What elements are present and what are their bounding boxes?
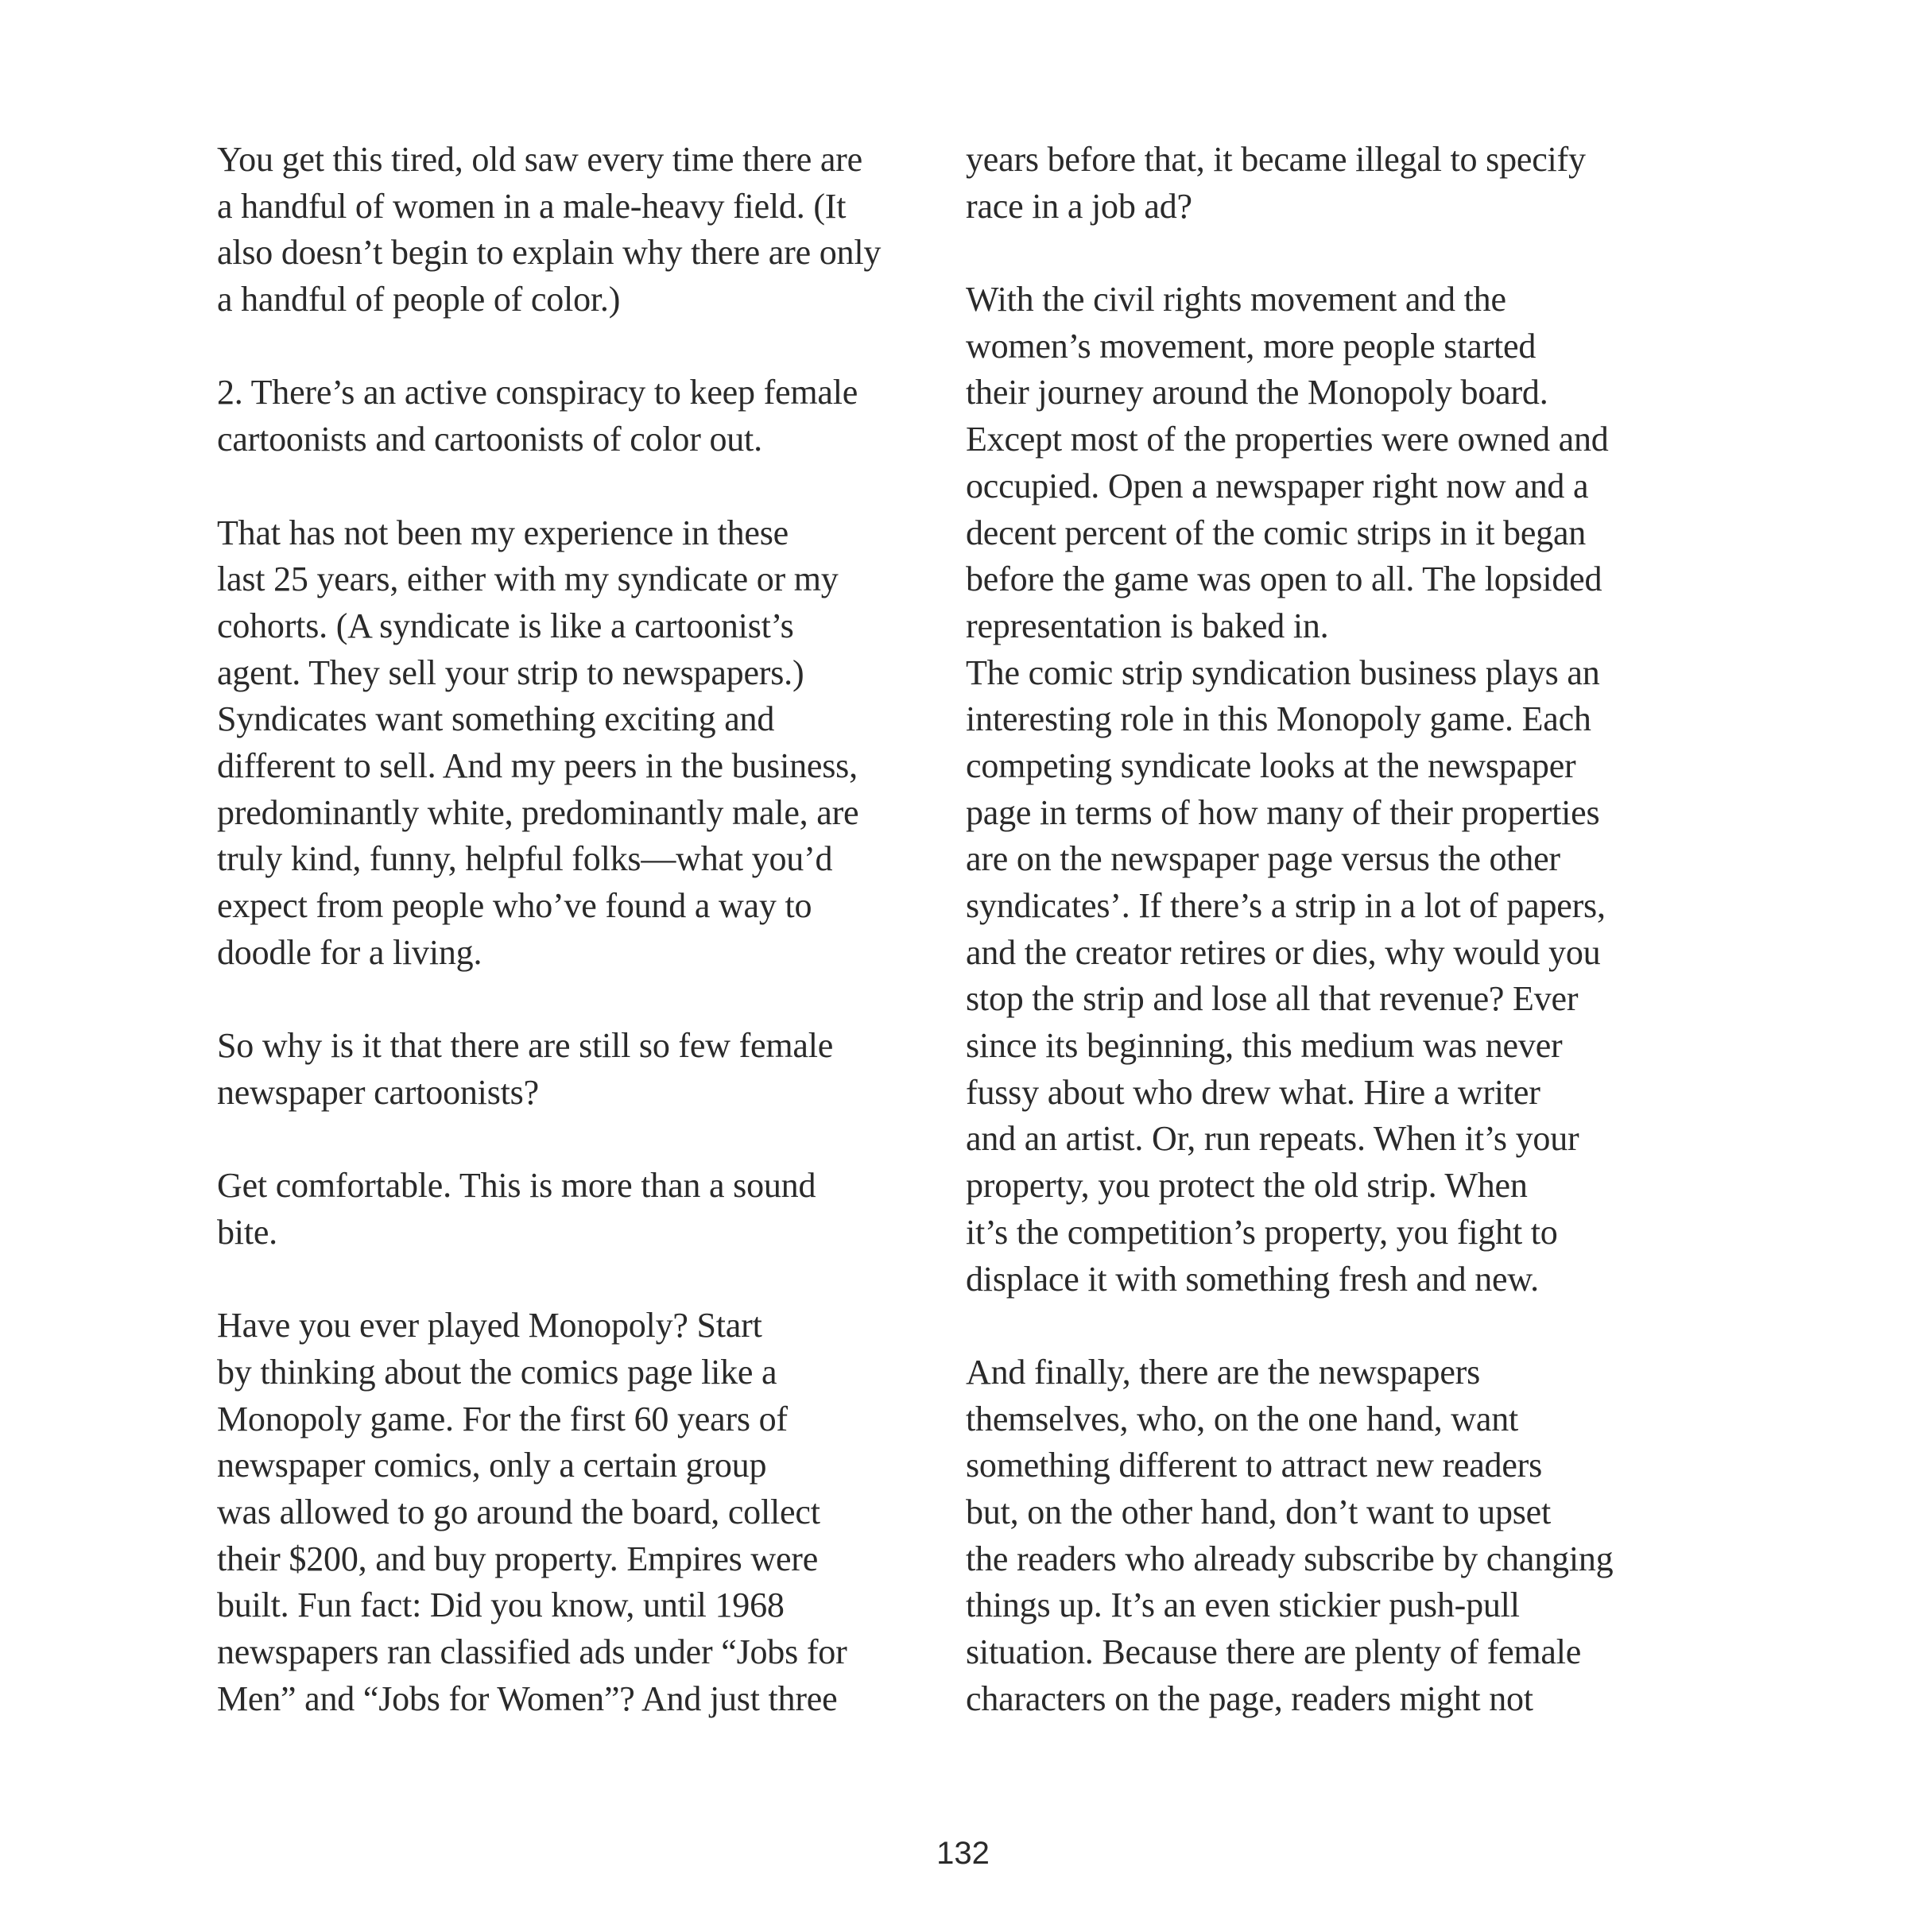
text-line: expect from people who’ve found a way to [217, 886, 812, 925]
paragraph-break [217, 1256, 916, 1303]
text-line: before the game was open to all. The lopsided [966, 559, 1602, 599]
text-line: Syndicates want something exciting and [217, 699, 775, 739]
text-line: women’s movement, more people started [966, 326, 1537, 366]
text-line: truly kind, funny, helpful folks—what you’d [217, 839, 833, 879]
text-line: bite. [217, 1212, 277, 1252]
text-line: different to sell. And my peers in the business, [217, 745, 858, 785]
text-line: things up. It’s an even stickier push-pull [966, 1585, 1520, 1625]
text-line: You get this tired, old saw every time there are [217, 140, 862, 179]
text-line: stop the strip and lose all that revenue? Ever [966, 979, 1579, 1019]
text-line: but, on the other hand, don’t want to upset [966, 1492, 1552, 1531]
text-line: competing syndicate looks at the newspaper [966, 745, 1576, 785]
text-line: newspapers ran classified ads under “Jobs for [217, 1632, 847, 1671]
paragraph-break [966, 230, 1665, 277]
text-line: Men” and “Jobs for Women”? And just three [217, 1678, 838, 1718]
text-line: a handful of people of color.) [217, 280, 621, 319]
text-line: predominantly white, predominantly male, are [217, 792, 859, 832]
text-line: race in a job ad? [966, 186, 1192, 226]
text-line: Get comfortable. This is more than a sound [217, 1166, 816, 1206]
text-line: since its beginning, this medium was never [966, 1026, 1563, 1066]
text-line: their $200, and buy property. Empires were [217, 1539, 819, 1578]
text-line: agent. They sell your strip to newspapers.) [217, 652, 804, 692]
text-line: With the civil rights movement and the [966, 280, 1506, 319]
text-line: cohorts. (A syndicate is like a cartoonist’s [217, 606, 794, 645]
text-line: newspaper cartoonists? [217, 1072, 539, 1112]
text-line: was allowed to go around the board, collect [217, 1492, 820, 1531]
text-line: syndicates’. If there’s a strip in a lot of papers, [966, 886, 1606, 925]
paragraph-break [217, 1116, 916, 1163]
text-line: a handful of women in a male-heavy field. (It [217, 186, 847, 226]
text-line: fussy about who drew what. Hire a writer [966, 1072, 1540, 1112]
text-line: decent percent of the comic strips in it began [966, 513, 1587, 552]
paragraph-break [217, 463, 916, 510]
text-line: Monopoly game. For the first 60 years of [217, 1399, 788, 1438]
text-line: situation. Because there are plenty of female [966, 1632, 1582, 1671]
text-line: Have you ever played Monopoly? Start [217, 1306, 762, 1345]
text-line: are on the newspaper page versus the other [966, 839, 1560, 879]
text-line: displace it with something fresh and new. [966, 1259, 1539, 1299]
text-line: characters on the page, readers might not [966, 1678, 1533, 1718]
text-line: And finally, there are the newspapers [966, 1352, 1481, 1392]
text-line: their journey around the Monopoly board. [966, 373, 1548, 412]
text-line: by thinking about the comics page like a [217, 1352, 777, 1392]
text-line: interesting role in this Monopoly game. Each [966, 699, 1591, 739]
right-text-column [966, 137, 1665, 1722]
text-line: page in terms of how many of their properties [966, 792, 1600, 832]
text-line: and the creator retires or dies, why would you [966, 932, 1601, 972]
text-line: it’s the competition’s property, you fight to [966, 1212, 1558, 1252]
text-line: last 25 years, either with my syndicate or my [217, 559, 839, 599]
text-line: occupied. Open a newspaper right now and a [966, 466, 1589, 505]
paragraph-break [217, 976, 916, 1023]
text-line: The comic strip syndication business plays an [966, 652, 1600, 692]
text-line: years before that, it became illegal to specify [966, 140, 1586, 179]
page-number: 132 [936, 1836, 990, 1871]
text-line: cartoonists and cartoonists of color out. [217, 420, 762, 459]
text-line: representation is baked in. [966, 606, 1329, 645]
text-line: also doesn’t begin to explain why there are only [217, 233, 882, 273]
text-line: Except most of the properties were owned and [966, 420, 1609, 459]
text-line: themselves, who, on the one hand, want [966, 1399, 1519, 1438]
text-line: built. Fun fact: Did you know, until 1968 [217, 1585, 785, 1625]
text-line: That has not been my experience in these [217, 513, 789, 552]
text-line: the readers who already subscribe by changing [966, 1539, 1614, 1578]
text-line: property, you protect the old strip. When [966, 1166, 1528, 1206]
text-line: something different to attract new readers [966, 1446, 1543, 1485]
text-line: and an artist. Or, run repeats. When it’s your [966, 1119, 1579, 1159]
left-text-column [217, 137, 916, 1722]
paragraph-break [217, 323, 916, 370]
text-line: newspaper comics, only a certain group [217, 1446, 767, 1485]
text-line: doodle for a living. [217, 932, 482, 972]
text-line: 2. There’s an active conspiracy to keep female [217, 373, 858, 412]
paragraph-break [966, 1303, 1665, 1349]
text-line: So why is it that there are still so few female [217, 1026, 834, 1066]
